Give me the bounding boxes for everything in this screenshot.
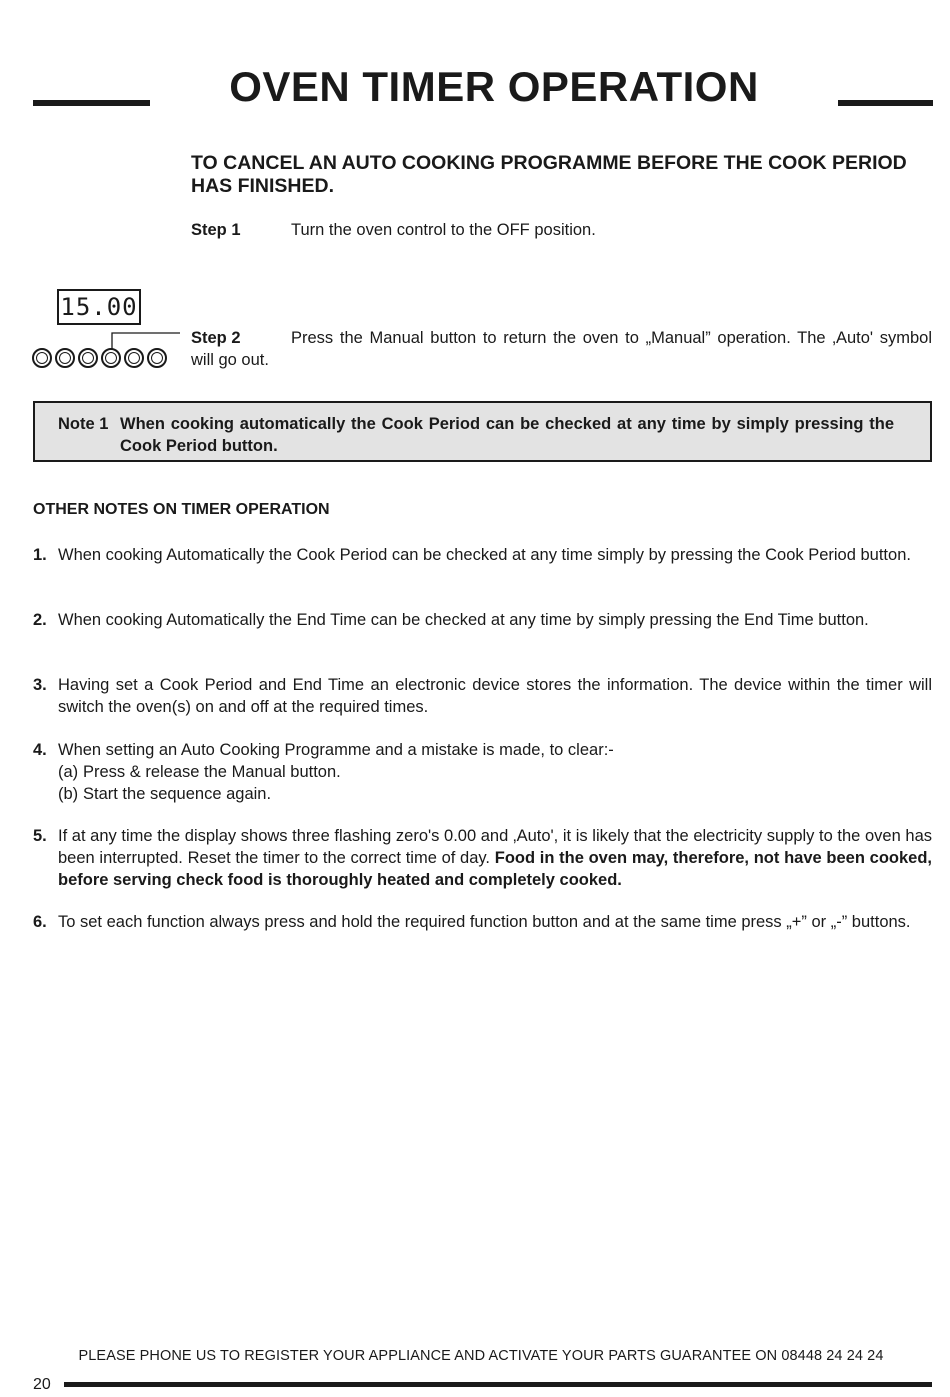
footer-text: PLEASE PHONE US TO REGISTER YOUR APPLIANCE AND ACTIVATE YOUR PARTS GUARANTEE ON 08448 24 24 24 <box>78 1348 884 1364</box>
timer-button-icon <box>147 348 167 368</box>
timer-display-value: 15.00 <box>60 293 138 321</box>
list-item-text-warning: Food in the oven may, therefore, not have been cooked, before serving check food is thoroughly heated and completely cooked. <box>58 849 932 889</box>
step-1 <box>191 219 931 241</box>
list-item <box>33 911 932 933</box>
list-item-number: 1. <box>33 546 47 564</box>
sub-item-text: Start the sequence again. <box>83 785 272 803</box>
step-2-text: Press the Manual button to return the oven to „Manual” operation. The ‚Auto' symbol will go out. <box>191 329 932 369</box>
list-item-text: To set each function always press and hold the required function button and at the same time press „+” or „-” buttons. <box>58 913 911 931</box>
footer-rule <box>64 1382 932 1387</box>
timer-button-icon <box>55 348 75 368</box>
step-1-label: Step 1 <box>191 221 241 239</box>
list-item-text: When setting an Auto Cooking Programme and a mistake is made, to clear:- <box>58 741 614 759</box>
list-item-text <box>58 825 932 891</box>
note-text: When cooking automatically the Cook Period can be checked at any time by simply pressing the Cook Period button. <box>120 415 894 455</box>
list-item <box>33 609 932 631</box>
other-notes-heading: OTHER NOTES ON TIMER OPERATION <box>33 501 330 518</box>
page-number: 20 <box>33 1376 51 1393</box>
timer-button-icon <box>32 348 52 368</box>
list-item <box>33 674 932 718</box>
note <box>58 413 894 457</box>
list-item <box>33 825 932 891</box>
list-item-number: 6. <box>33 913 47 931</box>
timer-button-icon <box>124 348 144 368</box>
timer-button-icon <box>101 348 121 368</box>
list-item-number: 4. <box>33 741 47 759</box>
step-2-label: Step 2 <box>191 329 241 347</box>
list-item-text: Having set a Cook Period and End Time an electronic device stores the information. The device within the timer will switch the oven(s) on and off at the required times. <box>58 676 932 716</box>
cancel-heading: TO CANCEL AN AUTO COOKING PROGRAMME BEFORE THE COOK PERIOD HAS FINISHED. <box>191 152 907 197</box>
list-item <box>33 544 932 566</box>
page-title: OVEN TIMER OPERATION <box>150 64 838 110</box>
list-item-number: 2. <box>33 611 47 629</box>
sub-item-text: Press & release the Manual button. <box>83 763 341 781</box>
sub-item-key: (b) <box>58 785 79 803</box>
list-item-number: 3. <box>33 676 47 694</box>
timer-button-icon <box>78 348 98 368</box>
list-item-number: 5. <box>33 827 47 845</box>
list-item-text: When cooking Automatically the End Time can be checked at any time by simply pressing the End Time button. <box>58 611 869 629</box>
step-2 <box>191 327 932 371</box>
sub-item <box>58 783 932 805</box>
list-item-text-regular: If at any time the display shows three flashing zero's 0.00 and ‚Auto', it is likely that the electricity supply to the oven has been interrupted. Reset the timer to the correct time of day. <box>58 827 932 867</box>
list-item <box>33 739 932 805</box>
sub-item <box>58 761 932 783</box>
sub-item-key: (a) <box>58 763 79 781</box>
step-1-text: Turn the oven control to the OFF position. <box>291 221 596 239</box>
list-item-text: When cooking Automatically the Cook Period can be checked at any time simply by pressing the Cook Period button. <box>58 546 911 564</box>
note-label: Note 1 <box>58 415 109 433</box>
